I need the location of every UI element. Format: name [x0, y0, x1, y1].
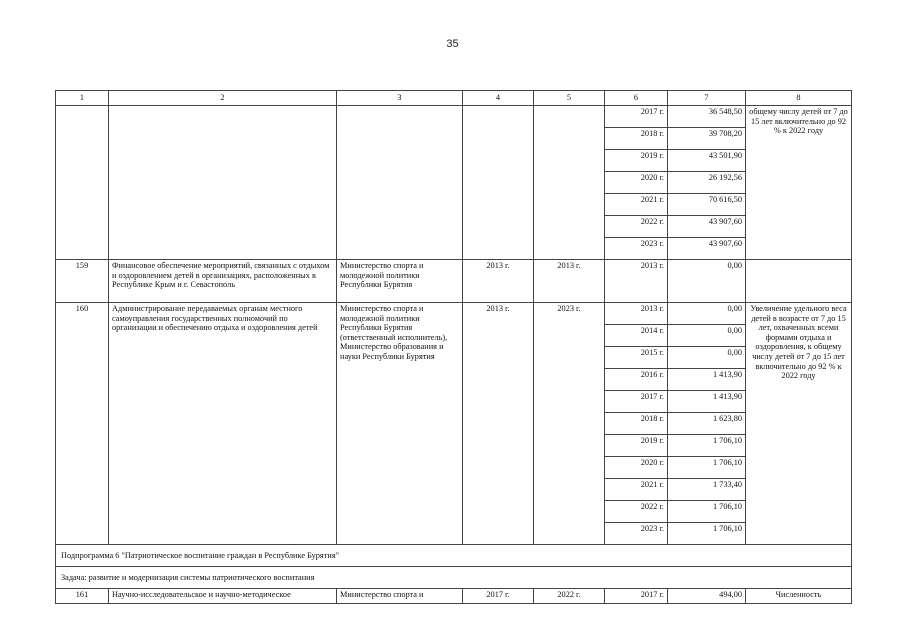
table-row-161 — [56, 589, 852, 604]
num-cell: 161 — [56, 589, 109, 604]
year-cell: 2017 г. — [605, 391, 668, 413]
value-cell: 1 706,10 — [668, 457, 746, 479]
value-cell: 43 907,60 — [668, 216, 746, 238]
value-cell: 494,00 — [668, 589, 746, 604]
value-cell: 0,00 — [668, 260, 746, 303]
value-cell: 1 413,90 — [668, 391, 746, 413]
name-cell: Администрирование передаваемых органам местного самоуправления государственных полномочий по организации и обеспечению отдыха и оздоровления детей — [109, 303, 337, 545]
year-cell: 2023 г. — [605, 238, 668, 260]
table-row-159 — [56, 260, 852, 303]
value-cell: 1 413,90 — [668, 369, 746, 391]
year-cell: 2017 г. — [605, 589, 668, 604]
page-number: 35 — [446, 38, 459, 50]
value-cell: 26 192,56 — [668, 172, 746, 194]
start-cell: 2013 г. — [463, 260, 534, 303]
year-cell: 2023 г. — [605, 523, 668, 545]
table-row-160 — [56, 303, 852, 325]
value-cell: 1 623,80 — [668, 413, 746, 435]
value-cell: 1 706,10 — [668, 523, 746, 545]
start-cell: 2013 г. — [463, 303, 534, 545]
year-cell: 2013 г. — [605, 260, 668, 303]
executor-cell: Министерство спорта и молодежной политики Республики Бурятия — [337, 260, 463, 303]
end-cell — [534, 106, 605, 260]
indicator-cell: общему числу детей от 7 до 15 лет включительно до 92 % к 2022 году — [746, 106, 852, 260]
value-cell: 43 501,90 — [668, 150, 746, 172]
year-cell: 2020 г. — [605, 457, 668, 479]
value-cell: 39 708,20 — [668, 128, 746, 150]
executor-cell — [337, 106, 463, 260]
year-cell: 2014 г. — [605, 325, 668, 347]
value-cell: 36 548,50 — [668, 106, 746, 128]
header-cell: 3 — [337, 91, 463, 106]
year-cell: 2016 г. — [605, 369, 668, 391]
header-row — [56, 91, 852, 106]
year-cell: 2019 г. — [605, 435, 668, 457]
header-cell: 5 — [534, 91, 605, 106]
year-cell: 2017 г. — [605, 106, 668, 128]
year-cell: 2021 г. — [605, 194, 668, 216]
table-row — [56, 106, 852, 128]
name-cell: Финансовое обеспечение мероприятий, связанных с отдыхом и оздоровлением детей в организациях, расположенных в Республике Крым и г. Севастополь — [109, 260, 337, 303]
indicator-cell: Численность — [746, 589, 852, 604]
task-row — [56, 567, 852, 589]
value-cell: 0,00 — [668, 303, 746, 325]
header-cell: 2 — [109, 91, 337, 106]
name-cell: Научно-исследовательское и научно-методическое — [109, 589, 337, 604]
value-cell: 0,00 — [668, 347, 746, 369]
year-cell: 2018 г. — [605, 413, 668, 435]
task-title: Задача: развитие и модернизация системы патриотического воспитания — [56, 567, 852, 589]
program-table — [55, 90, 852, 604]
indicator-cell: Увеличение удельного веса детей в возрасте от 7 до 15 лет, охваченных всеми формами отдыха и оздоровления, к общему числу детей от 7 до 15 лет включительно до 92 % к 2022 году — [746, 303, 852, 545]
value-cell: 0,00 — [668, 325, 746, 347]
year-cell: 2022 г. — [605, 501, 668, 523]
end-cell: 2022 г. — [534, 589, 605, 604]
subprogram-row — [56, 545, 852, 567]
header-cell: 7 — [668, 91, 746, 106]
num-cell — [56, 106, 109, 260]
year-cell: 2018 г. — [605, 128, 668, 150]
num-cell: 160 — [56, 303, 109, 545]
name-cell — [109, 106, 337, 260]
year-cell: 2015 г. — [605, 347, 668, 369]
value-cell: 1 733,40 — [668, 479, 746, 501]
executor-cell: Министерство спорта и — [337, 589, 463, 604]
value-cell: 70 616,50 — [668, 194, 746, 216]
start-cell — [463, 106, 534, 260]
value-cell: 43 907,60 — [668, 238, 746, 260]
indicator-cell — [746, 260, 852, 303]
value-cell: 1 706,10 — [668, 435, 746, 457]
header-cell: 4 — [463, 91, 534, 106]
year-cell: 2019 г. — [605, 150, 668, 172]
year-cell: 2013 г. — [605, 303, 668, 325]
num-cell: 159 — [56, 260, 109, 303]
year-cell: 2022 г. — [605, 216, 668, 238]
value-cell: 1 706,10 — [668, 501, 746, 523]
start-cell: 2017 г. — [463, 589, 534, 604]
subprogram-title: Подпрограмма 6 "Патриотическое воспитание граждан в Республике Бурятия" — [56, 545, 852, 567]
end-cell: 2023 г. — [534, 303, 605, 545]
executor-cell: Министерство спорта и молодежной политики Республики Бурятия (ответственный исполнитель), Министерство образования и науки Республики Бурятия — [337, 303, 463, 545]
year-cell: 2021 г. — [605, 479, 668, 501]
year-cell: 2020 г. — [605, 172, 668, 194]
header-cell: 6 — [605, 91, 668, 106]
end-cell: 2013 г. — [534, 260, 605, 303]
header-cell: 1 — [56, 91, 109, 106]
header-cell: 8 — [746, 91, 852, 106]
